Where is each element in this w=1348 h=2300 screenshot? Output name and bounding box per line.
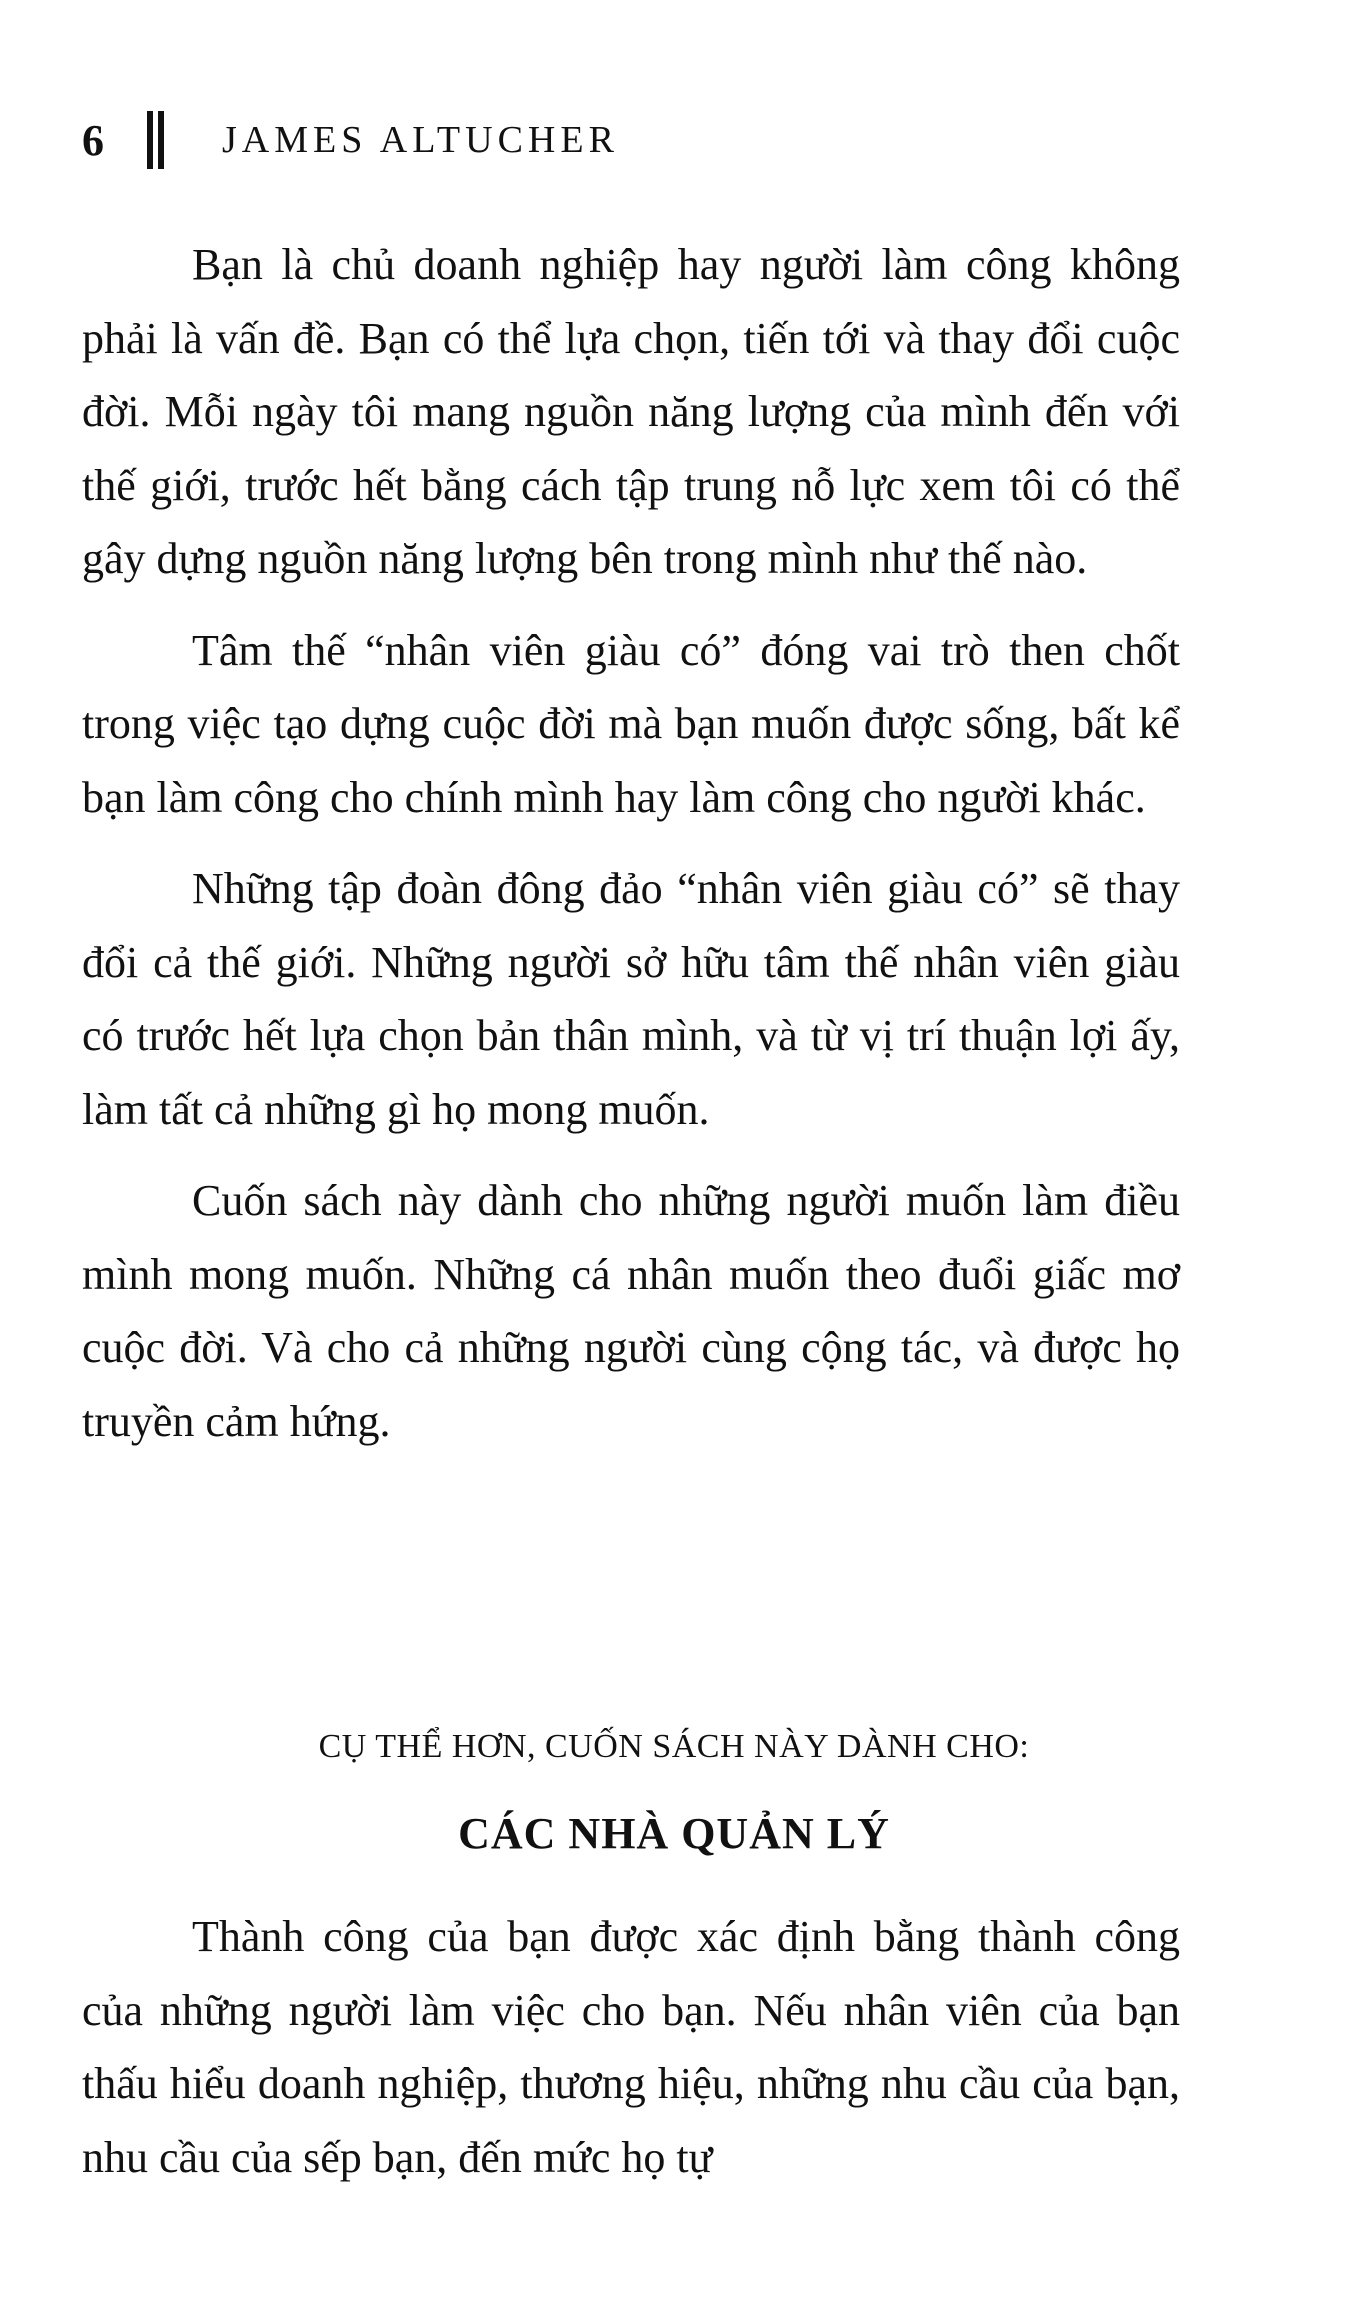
paragraph: Bạn là chủ doanh nghiệp hay người làm công không phải là vấn đề. Bạn có thể lựa chọn, tiến tới và thay đổi cuộc đời. Mỗi ngày tôi mang nguồn năng lượng của mình đến với thế giới, trước hết bằng cách tập trung nỗ lực xem tôi có thể gây dựng nguồn năng lượng bên trong mình như thế nào. bbox=[82, 240, 1180, 583]
section-label: CỤ THỂ HƠN, CUỐN SÁCH NÀY DÀNH CHO: bbox=[318, 1728, 1030, 1765]
page-number: 6 bbox=[82, 115, 105, 165]
author-name: JAMES ALTUCHER bbox=[222, 119, 619, 161]
paragraph: Cuốn sách này dành cho những người muốn làm điều mình mong muốn. Những cá nhân muốn theo đuổi giấc mơ cuộc đời. Và cho cả những người cùng cộng tác, và được họ truyền cảm hứng. bbox=[82, 1176, 1180, 1446]
section-heading: CÁC NHÀ QUẢN LÝ bbox=[458, 1809, 890, 1858]
paragraph: Thành công của bạn được xác định bằng thành công của những người làm việc cho bạn. Nếu nhân viên của bạn thấu hiểu doanh nghiệp, thương hiệu, những nhu cầu của bạn, nhu cầu của sếp bạn, đến mức họ tự bbox=[82, 1912, 1180, 2182]
running-header bbox=[82, 108, 619, 172]
paragraph: Tâm thế “nhân viên giàu có” đóng vai trò then chốt trong việc tạo dựng cuộc đời mà bạn muốn được sống, bất kể bạn làm công cho chính mình hay làm công cho người khác. bbox=[82, 625, 1180, 822]
paragraph: Những tập đoàn đông đảo “nhân viên giàu có” sẽ thay đổi cả thế giới. Những người sở hữu tâm thế nhân viên giàu có trước hết lựa chọn bản thân mình, và từ vị trí thuận lợi ấy, làm tất cả những gì họ mong muốn. bbox=[82, 864, 1180, 1134]
body-text bbox=[82, 228, 1180, 1476]
header-divider bbox=[147, 111, 164, 169]
section-body-text bbox=[82, 1900, 1180, 2212]
